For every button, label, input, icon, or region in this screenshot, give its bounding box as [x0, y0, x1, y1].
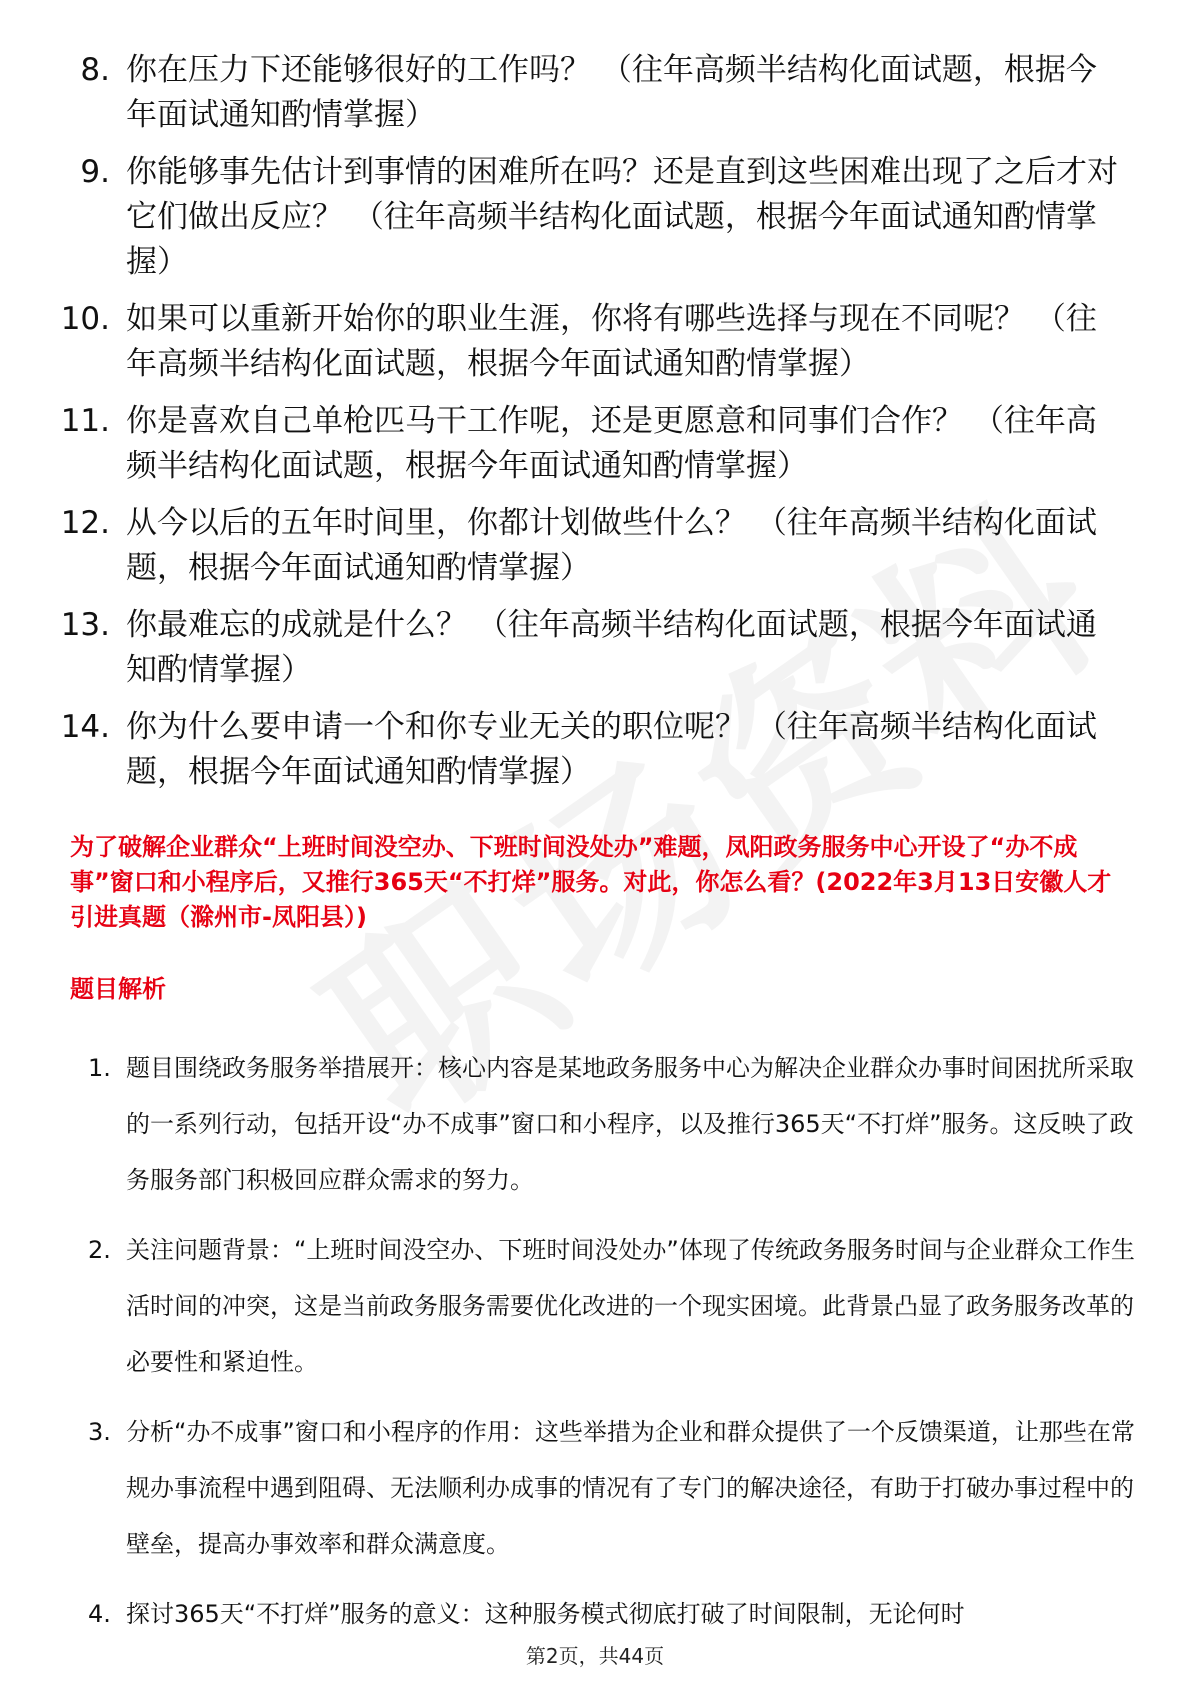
analysis-number: 3.	[88, 1418, 111, 1446]
question-text: 你能够事先估计到事情的困难所在吗？还是直到这些困难出现了之后才对它们做出反应？ （往年高频半结构化面试题，根据今年面试通知酌情掌握）	[126, 154, 1118, 280]
question-item	[60, 150, 1120, 285]
question-number: 11.	[60, 403, 110, 439]
analysis-number: 2.	[88, 1236, 111, 1264]
question-item	[60, 399, 1120, 489]
question-number: 10.	[60, 301, 110, 337]
question-item	[60, 48, 1120, 138]
analysis-list	[88, 1040, 1138, 1656]
featured-question: 为了破解企业群众“上班时间没空办、下班时间没处办”难题，凤阳政务服务中心开设了“办不成事”窗口和小程序后，又推行365天“不打烊”服务。对此，你怎么看？(2022年3月13日安徽人才引进真题（滁州市-凤阳县）)	[70, 833, 1112, 931]
question-item	[60, 297, 1120, 387]
analysis-number: 1.	[88, 1054, 111, 1082]
page-footer: 第2页，共44页	[525, 1644, 665, 1668]
question-text: 你在压力下还能够很好的工作吗？ （往年高频半结构化面试题，根据今年面试通知酌情掌握）	[126, 52, 1097, 133]
analysis-item	[88, 1404, 1138, 1572]
question-text: 你是喜欢自己单枪匹马干工作呢，还是更愿意和同事们合作？ （往年高频半结构化面试题，根据今年面试通知酌情掌握）	[126, 403, 1097, 484]
analysis-item	[88, 1222, 1138, 1390]
question-item	[60, 501, 1120, 591]
analysis-text: 关注问题背景：“上班时间没空办、下班时间没处办”体现了传统政务服务时间与企业群众工作生活时间的冲突，这是当前政务服务需要优化改进的一个现实困境。此背景凸显了政务服务改革的必要性和紧迫性。	[126, 1236, 1135, 1376]
question-number: 14.	[60, 709, 110, 745]
question-list	[60, 48, 1120, 807]
question-number: 13.	[60, 607, 110, 643]
analysis-heading: 题目解析	[70, 975, 166, 1003]
question-number: 12.	[60, 505, 110, 541]
analysis-text: 探讨365天“不打烊”服务的意义：这种服务模式彻底打破了时间限制，无论何时	[126, 1600, 965, 1628]
question-text: 你为什么要申请一个和你专业无关的职位呢？ （往年高频半结构化面试题，根据今年面试通知酌情掌握）	[126, 709, 1097, 790]
question-item	[60, 705, 1120, 795]
analysis-number: 4.	[88, 1600, 111, 1628]
question-number: 8.	[80, 52, 110, 88]
analysis-text: 分析“办不成事”窗口和小程序的作用：这些举措为企业和群众提供了一个反馈渠道，让那些在常规办事流程中遇到阻碍、无法顺利办成事的情况有了专门的解决途径，有助于打破办事过程中的壁垒，提高办事效率和群众满意度。	[126, 1418, 1135, 1558]
analysis-item	[88, 1040, 1138, 1208]
question-text: 如果可以重新开始你的职业生涯，你将有哪些选择与现在不同呢？ （往年高频半结构化面试题，根据今年面试通知酌情掌握）	[126, 301, 1097, 382]
question-text: 你最难忘的成就是什么？ （往年高频半结构化面试题，根据今年面试通知酌情掌握）	[126, 607, 1097, 688]
analysis-item	[88, 1586, 1138, 1642]
analysis-text: 题目围绕政务服务举措展开：核心内容是某地政务服务中心为解决企业群众办事时间困扰所采取的一系列行动，包括开设“办不成事”窗口和小程序，以及推行365天“不打烊”服务。这反映了政务服务部门积极回应群众需求的努力。	[126, 1054, 1134, 1194]
question-item	[60, 603, 1120, 693]
question-text: 从今以后的五年时间里，你都计划做些什么？ （往年高频半结构化面试题，根据今年面试通知酌情掌握）	[126, 505, 1097, 586]
question-number: 9.	[80, 154, 110, 190]
